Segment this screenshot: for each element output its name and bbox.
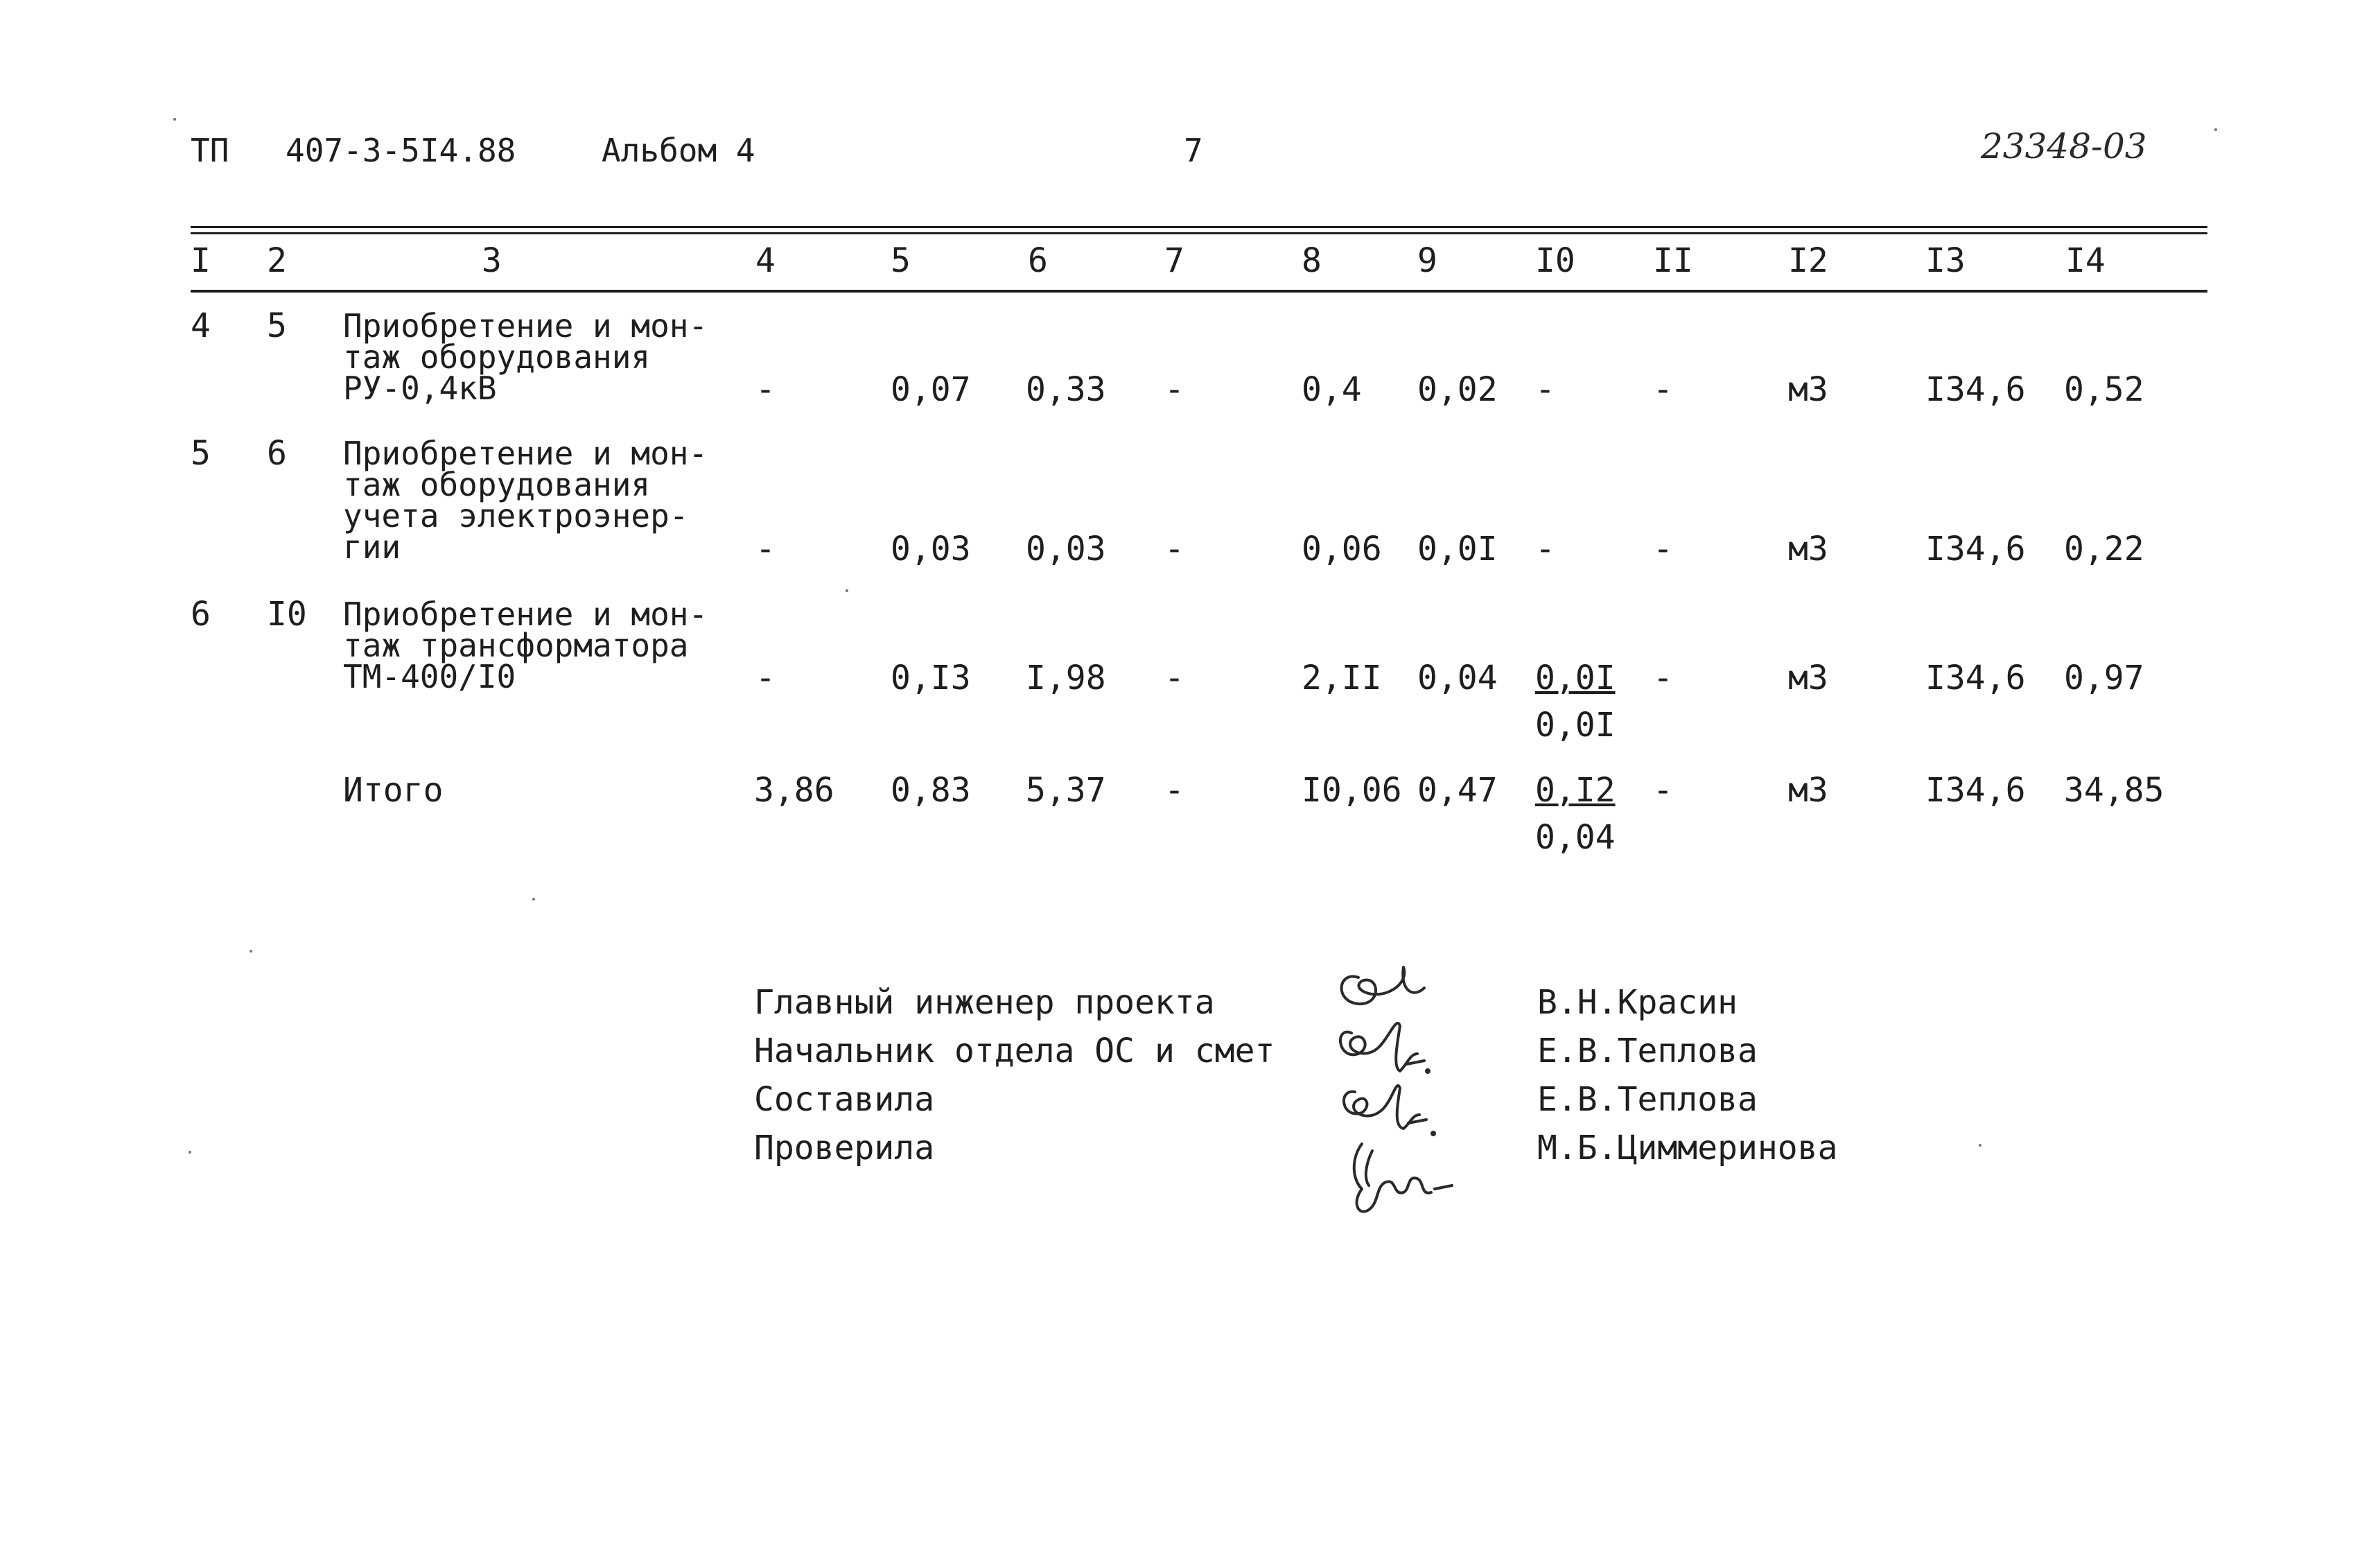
total-c11: -: [1653, 771, 1673, 810]
cell-c10-denominator: 0,0I: [1535, 706, 1616, 745]
doc-album: Альбом 4: [602, 132, 755, 169]
cell-c10: -: [1535, 530, 1555, 568]
signature-name: Е.В.Теплова: [1537, 1080, 1758, 1119]
total-c10-denominator: 0,04: [1535, 818, 1616, 857]
column-number: 2: [267, 241, 287, 280]
row-ref: 5: [267, 306, 287, 345]
cell-c14: 0,97: [2064, 659, 2144, 697]
row-ref: 6: [267, 434, 287, 473]
total-c9: 0,47: [1417, 771, 1498, 810]
cell-c6: 0,33: [1026, 370, 1106, 409]
doc-code: 23348-03: [1981, 126, 2147, 166]
scan-speck: [173, 118, 176, 121]
signature-name: Е.В.Теплова: [1537, 1032, 1758, 1070]
column-number: I0: [1535, 241, 1575, 280]
table-header-rule: [191, 290, 2207, 293]
cell-c11: -: [1653, 659, 1673, 697]
cell-c7: -: [1164, 659, 1184, 697]
cell-c9: 0,04: [1417, 659, 1498, 697]
scan-speck: [250, 950, 252, 953]
cell-c14: 0,52: [2064, 370, 2144, 409]
signature-role: Главный инженер проекта: [754, 983, 1215, 1022]
total-c6: 5,37: [1026, 771, 1106, 810]
column-number: 9: [1417, 241, 1437, 280]
column-number: 6: [1028, 241, 1048, 280]
column-number: I4: [2065, 241, 2106, 280]
column-number: I3: [1925, 241, 1966, 280]
cell-c5: 0,07: [891, 370, 971, 409]
cell-c4: -: [755, 659, 776, 697]
cell-c9: 0,02: [1417, 370, 1498, 409]
cell-c10: 0,0I: [1535, 659, 1616, 697]
cell-c5: 0,03: [891, 530, 971, 568]
page-number: 7: [1184, 132, 1203, 169]
column-number: 8: [1302, 241, 1322, 280]
cell-c5: 0,I3: [891, 659, 971, 697]
row-index: 6: [191, 595, 211, 634]
total-c12: м3: [1788, 771, 1828, 810]
cell-c7: -: [1164, 530, 1184, 568]
cell-c4: -: [755, 530, 776, 568]
doc-project-number: 407-3-5I4.88: [286, 132, 516, 169]
total-c7: -: [1164, 771, 1184, 810]
signature-role: Проверила: [754, 1129, 935, 1167]
cell-c12: м3: [1788, 530, 1828, 568]
scan-speck: [2214, 128, 2217, 131]
total-c14: 34,85: [2064, 771, 2164, 810]
cell-c4: -: [755, 370, 776, 409]
cell-c7: -: [1164, 370, 1184, 409]
column-number: II: [1653, 241, 1693, 280]
row-description: Приобретение и мон- таж трансформатора ТМ-400/I0: [343, 596, 708, 695]
cell-c6: I,98: [1026, 659, 1106, 697]
column-number: I: [191, 241, 211, 280]
column-number: I2: [1788, 241, 1828, 280]
total-label: Итого: [343, 771, 444, 810]
total-c5: 0,83: [891, 771, 971, 810]
column-number: 5: [891, 241, 911, 280]
row-description: Приобретение и мон- таж оборудования РУ-0,4кВ: [343, 307, 708, 407]
doc-series: ТП: [191, 132, 229, 169]
cell-c11: -: [1653, 530, 1673, 568]
cell-c8: 0,06: [1302, 530, 1382, 568]
handwritten-signatures: [1331, 950, 1504, 1220]
total-c13: I34,6: [1925, 771, 2026, 810]
signature-role: Составила: [754, 1080, 935, 1119]
row-index: 5: [191, 434, 211, 473]
cell-c13: I34,6: [1925, 530, 2026, 568]
column-number: 3: [482, 241, 502, 280]
table-top-rule: [191, 226, 2207, 234]
cell-c9: 0,0I: [1417, 530, 1498, 568]
signature-role: Начальник отдела ОС и смет: [754, 1032, 1275, 1070]
cell-c12: м3: [1788, 370, 1828, 409]
row-description: Приобретение и мон- таж оборудования учета электроэнер- гии: [343, 435, 708, 566]
cell-c12: м3: [1788, 659, 1828, 697]
row-ref: I0: [267, 595, 307, 634]
cell-c10: -: [1535, 370, 1555, 409]
cell-c8: 2,II: [1302, 659, 1382, 697]
total-c10: 0,I2: [1535, 771, 1616, 810]
total-c4: 3,86: [754, 771, 834, 810]
row-index: 4: [191, 306, 211, 345]
total-c8: I0,06: [1302, 771, 1402, 810]
scan-speck: [846, 589, 848, 592]
cell-c8: 0,4: [1302, 370, 1362, 409]
cell-c14: 0,22: [2064, 530, 2144, 568]
signature-name: М.Б.Циммеринова: [1537, 1129, 1838, 1167]
scan-speck: [1979, 1144, 1981, 1147]
scan-speck: [189, 1151, 191, 1154]
column-number: 4: [755, 241, 776, 280]
cell-c6: 0,03: [1026, 530, 1106, 568]
column-number: 7: [1164, 241, 1184, 280]
cell-c11: -: [1653, 370, 1673, 409]
cell-c13: I34,6: [1925, 659, 2026, 697]
signature-name: В.Н.Красин: [1537, 983, 1738, 1022]
cell-c13: I34,6: [1925, 370, 2026, 409]
scan-speck: [532, 898, 535, 901]
